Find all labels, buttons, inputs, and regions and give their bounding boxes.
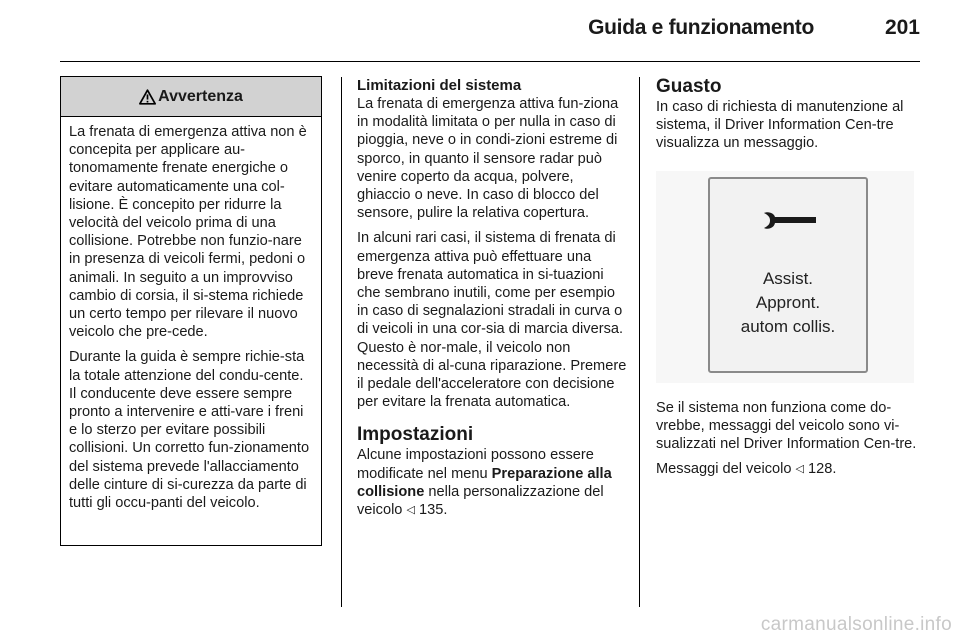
settings-ref-page: 135. — [414, 502, 448, 519]
header-divider — [60, 61, 920, 62]
column-divider-left — [341, 77, 342, 607]
right-column — [656, 77, 922, 485]
page-reference-icon: ◁ — [795, 463, 804, 476]
display-line-1: Assist. — [762, 268, 814, 288]
warning-box — [60, 76, 322, 546]
warning-triangle-icon — [139, 89, 156, 105]
settings-heading: Impostazioni — [357, 424, 474, 446]
page-header-title: Guida e funzionamento — [588, 16, 814, 39]
display-line-3: autom collis. — [740, 316, 836, 336]
fault-reference — [656, 460, 922, 478]
display-line-2: Appront. — [755, 292, 821, 312]
page-number: 201 — [884, 16, 920, 39]
settings-text-after: nella personalizzazione del veicolo — [357, 483, 604, 519]
page-reference-icon: ◁ — [406, 504, 415, 517]
fault-ref-text: Messaggi del veicolo — [656, 461, 796, 478]
wrench-icon — [762, 209, 818, 233]
warning-title: Avvertenza — [158, 87, 243, 105]
limitations-heading: Limitazioni del sistema — [357, 77, 522, 94]
warning-header — [61, 77, 321, 117]
fault-heading: Guasto — [656, 76, 722, 97]
fault-intro: In caso di richiesta di manutenzione al sistema, il Driver Information Cen-tre visualizza un messaggio. — [656, 99, 904, 152]
warning-paragraph-1: La frenata di emergenza attiva non è concepita per applicare au-tonomamente frenate energiche o evitare automaticamente una col-lisione. È concepito per ridurre la velocità del veicolo prima di una collisione. Potrebbe non funzio-nare in presenza di veicoli fermi, pedoni o animali. In seguito a un improvviso cambio di corsia, il si-stema richiede un certo tempo per rilevare il nuovo veicolo che pre-cede. — [69, 124, 307, 341]
fault-after-paragraph: Se il sistema non funziona come do-vrebbe, messaggi del veicolo sono vi-sualizzati nel Driver Information Cen-tre. — [656, 399, 917, 453]
fault-ref-page: 128. — [804, 461, 837, 478]
settings-menu-name: Preparazione alla collisione — [357, 465, 612, 500]
warning-paragraph-2: Durante la guida è sempre richie-sta la totale attenzione del condu-cente. Il conducente deve essere sempre pronto a intervenire e atti-vare i freni e lo sterzo per evitare possibili collisioni. Un corretto fun-zionamento del sistema prevede l'allacciamento delle cinture di si-curezza da parte di tutti gli occu-panti del veicolo. — [69, 349, 310, 512]
limitations-paragraph-2: In alcuni rari casi, il sistema di frenata di emergenza attiva può effettuare una breve frenata automatica in si-tuazioni che sembrano inutili, come per esempio in caso di segnalazioni stradali in curva o di veicoli in una cor-sia di marcia diversa. Questo è nor-male, il veicolo non necessità di al-cuna riparazione. Premere il pedale dell'acceleratore con decisione per evitare la frenata automatica. — [357, 230, 627, 411]
watermark: carmanualsonline.info — [760, 614, 952, 635]
limitations-paragraph-1: La frenata di emergenza attiva fun-ziona in modalità limitata o per nulla in caso di pioggia, neve o in condi-zioni estreme di sporco, in quanto il sensore radar può venire coperto da acqua, polvere, ghiaccio o neve. In caso di blocco del sensore, pulire la relativa copertura. — [357, 96, 619, 222]
driver-info-display-image — [656, 171, 914, 383]
middle-column — [357, 77, 627, 526]
column-divider-right — [639, 77, 640, 607]
display-screen — [708, 177, 868, 373]
settings-text-before: Alcune impostazioni possono essere modificate nel menu — [357, 447, 594, 482]
settings-paragraph — [357, 446, 627, 519]
